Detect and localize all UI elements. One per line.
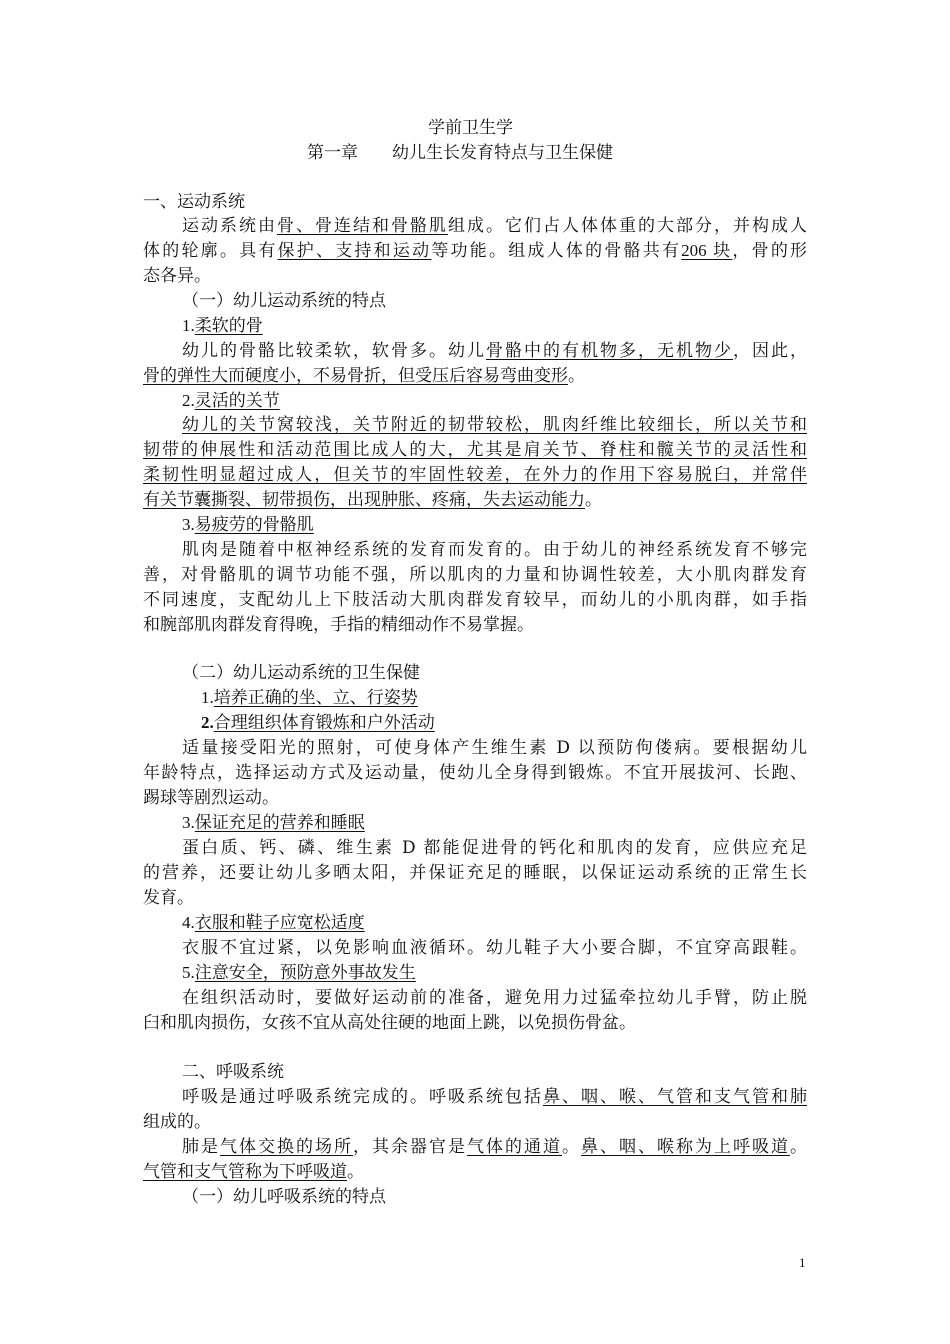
paragraph-line: 和腕部肌肉群发育得晚，手指的精细动作不易掌握。 <box>143 615 534 635</box>
subsection-heading: （一）幼儿运动系统的特点 <box>182 291 386 311</box>
paragraph-line: 韧带的伸展性和活动范围比成人的大，尤其是肩关节、脊柱和髋关节的灵活性和 <box>143 440 807 460</box>
chapter-number: 第一章 <box>307 143 358 163</box>
paragraph-line: 体的轮廓。具有保护、支持和运动等功能。组成人体的骨骼共有206 块，骨的形 <box>143 241 808 261</box>
section-heading-motor: 一、运动系统 <box>143 192 245 212</box>
item-heading: 5.注意安全，预防意外事故发生 <box>182 963 416 983</box>
paragraph-line: 组成的。 <box>143 1112 211 1132</box>
subsection-heading: （一）幼儿呼吸系统的特点 <box>182 1187 386 1207</box>
item-heading: 1.柔软的骨 <box>182 316 263 336</box>
document-title: 学前卫生学 <box>428 118 513 138</box>
paragraph-line: 运动系统由骨、骨连结和骨骼肌组成。它们占人体体重的大部分，并构成人 <box>182 216 807 236</box>
paragraph-line: 蛋白质、钙、磷、维生素 D 都能促进骨的钙化和肌肉的发育，应供应充足 <box>182 838 807 858</box>
item-heading: 3.保证充足的营养和睡眠 <box>182 813 365 833</box>
item-heading: 3.易疲劳的骨骼肌 <box>182 515 314 535</box>
item-heading: 1.培养正确的坐、立、行姿势 <box>201 688 418 708</box>
paragraph-line: 柔韧性明显超过成人，但关节的牢固性较差，在外力的作用下容易脱臼，并常伴 <box>143 465 807 485</box>
paragraph-line: 善，对骨骼肌的调节功能不强，所以肌肉的力量和协调性较差，大小肌肉群发育 <box>143 565 807 585</box>
paragraph-line: 的营养，还要让幼儿多晒太阳，并保证充足的睡眠，以保证运动系统的正常生长 <box>143 863 807 883</box>
paragraph-line: 臼和肌肉损伤，女孩不宜从高处往硬的地面上跳，以免损伤骨盆。 <box>143 1013 636 1033</box>
item-heading: 2.合理组织体育锻炼和户外活动 <box>201 713 435 733</box>
paragraph-line: 幼儿的骨骼比较柔软，软骨多。幼儿骨骼中的有机物多，无机物少，因此， <box>182 341 807 361</box>
chapter-heading <box>307 141 613 165</box>
paragraph-line: 发育。 <box>143 888 194 908</box>
paragraph-line: 在组织活动时，要做好运动前的准备，避免用力过猛牵拉幼儿手臂，防止脱 <box>182 988 807 1008</box>
paragraph-line: 骨的弹性大而硬度小，不易骨折，但受压后容易弯曲变形。 <box>143 366 585 386</box>
paragraph-line: 气管和支气管称为下呼吸道。 <box>143 1162 364 1182</box>
paragraph-line: 适量接受阳光的照射，可使身体产生维生素 D 以预防佝偻病。要根据幼儿 <box>182 738 807 758</box>
paragraph-line: 不同速度，支配幼儿上下肢活动大肌肉群发育较早，而幼儿的小肌肉群，如手指 <box>143 590 807 610</box>
paragraph-line: 衣服不宜过紧，以免影响血液循环。幼儿鞋子大小要合脚，不宜穿高跟鞋。 <box>182 938 807 958</box>
subsection-heading: （二）幼儿运动系统的卫生保健 <box>182 663 420 683</box>
paragraph-line: 踢球等剧烈运动。 <box>143 788 279 808</box>
item-heading: 2.灵活的关节 <box>182 391 280 411</box>
paragraph-line: 肺是气体交换的场所，其余器官是气体的通道。鼻、咽、喉称为上呼吸道。 <box>182 1137 807 1157</box>
page-number: 1 <box>799 1255 806 1270</box>
paragraph-line: 年龄特点，选择运动方式及运动量，使幼儿全身得到锻炼。不宜开展拔河、长跑、 <box>143 763 807 783</box>
item-heading: 4.衣服和鞋子应宽松适度 <box>182 913 365 933</box>
paragraph-line: 呼吸是通过呼吸系统完成的。呼吸系统包括鼻、咽、喉、气管和支气管和肺 <box>182 1087 807 1107</box>
paragraph-line: 有关节囊撕裂、韧带损伤，出现肿胀、疼痛，失去运动能力。 <box>143 490 602 510</box>
section-heading-respiratory: 二、呼吸系统 <box>182 1062 284 1082</box>
paragraph-line: 态各异。 <box>143 266 211 286</box>
paragraph-line: 幼儿的关节窝较浅，关节附近的韧带较松，肌肉纤维比较细长，所以关节和 <box>182 415 807 435</box>
paragraph-line: 肌肉是随着中枢神经系统的发育而发育的。由于幼儿的神经系统发育不够完 <box>182 540 807 560</box>
chapter-title: 幼儿生长发育特点与卫生保健 <box>392 143 613 163</box>
